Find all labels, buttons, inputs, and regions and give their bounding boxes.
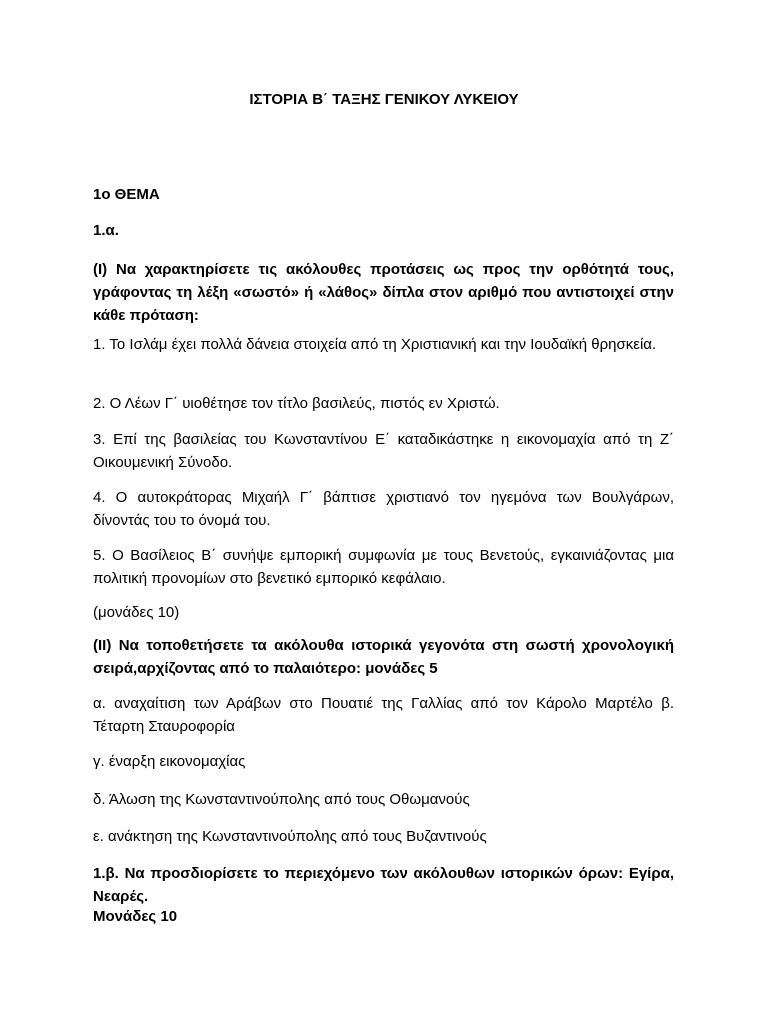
- statement-2: 2. Ο Λέων Γ΄ υιοθέτησε τον τίτλο βασιλεύς, πιστός εν Χριστώ.: [93, 395, 500, 412]
- section-heading: 1ο ΘΕΜΑ: [93, 186, 160, 203]
- statement-1: 1. Το Ισλάμ έχει πολλά δάνεια στοιχεία από τη Χριστιανική και την Ιουδαϊκή θρησκεία.: [93, 336, 657, 353]
- statement-4: 4. Ο αυτοκράτορας Μιχαήλ Γ΄ βάπτισε χριστιανό τον ηγεμόνα των Βουλγάρων, δίνοντάς του το όνομά του.: [93, 489, 674, 529]
- units-1b: Μονάδες 10: [93, 908, 178, 925]
- units-part-1: (μονάδες 10): [93, 604, 180, 621]
- document-title: ΙΣΤΟΡΙΑ Β΄ ΤΑΞΗΣ ΓΕΝΙΚΟΥ ΛΥΚΕΙΟΥ: [249, 91, 519, 108]
- event-item: α. αναχαίτιση των Αράβων στο Πουατιέ της Γαλλίας από τον Κάρολο Μαρτέλο β. Τέταρτη Σταυροφορία: [93, 695, 674, 735]
- statement-5: 5. Ο Βασίλειος Β΄ συνήψε εμπορική συμφωνία με τους Βενετούς, εγκαινιάζοντας μια πολιτική προνομίων στο βενετικό εμπορικό κεφάλαιο.: [93, 547, 674, 587]
- statement-3: 3. Επί της βασιλείας του Κωνσταντίνου Ε΄ καταδικάστηκε η εικονομαχία από τη Ζ΄ Οικουμενική Σύνοδο.: [93, 431, 674, 471]
- subsection-heading-1a: 1.α.: [93, 222, 119, 239]
- event-item: δ. Άλωση της Κωνσταντινούπολης από τους Οθωμανούς: [93, 791, 470, 808]
- instruction-part-1: (Ι) Να χαρακτηρίσετε τις ακόλουθες προτάσεις ως προς την ορθότητά τους, γράφοντας τη λέξη «σωστό» ή «λάθος» δίπλα στον αριθμό που αντιστοιχεί στην κάθε πρόταση:: [93, 261, 674, 324]
- event-item: ε. ανάκτηση της Κωνσταντινούπολης από τους Βυζαντινούς: [93, 828, 487, 845]
- instruction-part-2: (ΙΙ) Να τοποθετήσετε τα ακόλουθα ιστορικά γεγονότα στη σωστή χρονολογική σειρά,αρχίζοντας από το παλαιότερο: μονάδες 5: [93, 637, 674, 677]
- question-1b: 1.β. Να προσδιορίσετε το περιεχόμενο των ακόλουθων ιστορικών όρων: Εγίρα, Νεαρές.: [93, 865, 674, 905]
- event-item: γ. έναρξη εικονομαχίας: [93, 753, 246, 770]
